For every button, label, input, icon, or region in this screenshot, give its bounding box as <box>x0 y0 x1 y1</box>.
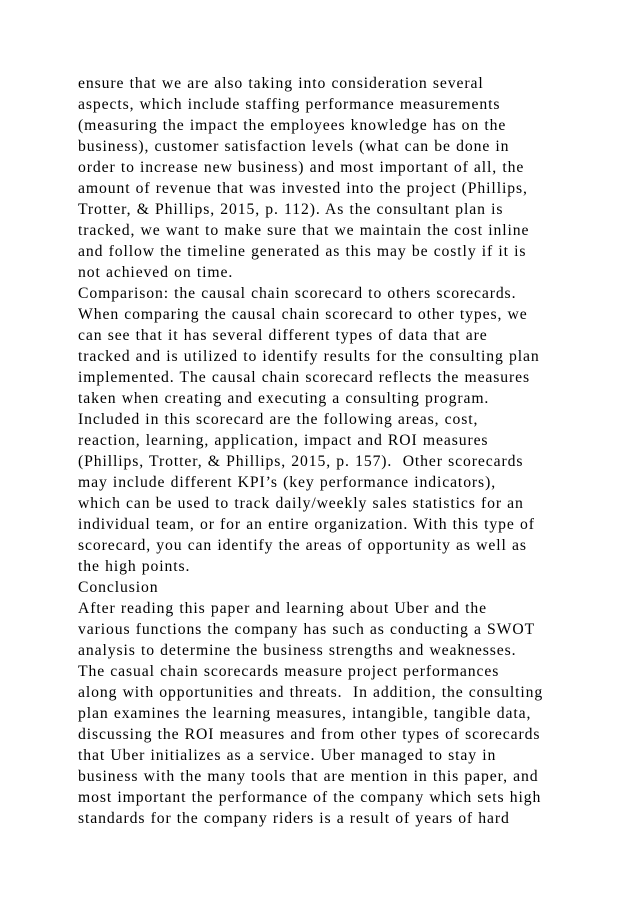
text-line: individual team, or for an entire organization. With this type of <box>78 516 535 533</box>
text-line: the high points. <box>78 558 191 575</box>
text-line: most important the performance of the company which sets high <box>78 789 542 806</box>
text-line: After reading this paper and learning about Uber and the <box>78 600 488 617</box>
text-line: reaction, learning, application, impact and ROI measures <box>78 432 489 449</box>
text-line: discussing the ROI measures and from other types of scorecards <box>78 726 541 743</box>
text-line: may include different KPI’s (key performance indicators), <box>78 474 497 491</box>
text-line: tracked and is utilized to identify results for the consulting plan <box>78 348 540 365</box>
text-line: that Uber initializes as a service. Uber managed to stay in <box>78 747 497 764</box>
text-line: can see that it has several different types of data that are <box>78 327 488 344</box>
text-line: amount of revenue that was invested into the project (Phillips, <box>78 180 528 197</box>
text-line: plan examines the learning measures, intangible, tangible data, <box>78 705 532 722</box>
text-line: standards for the company riders is a result of years of hard <box>78 810 510 827</box>
text-line: When comparing the causal chain scorecard to other types, we <box>78 306 528 323</box>
text-line: along with opportunities and threats. In addition, the consulting <box>78 684 544 701</box>
document-body <box>78 73 623 829</box>
text-line: order to increase new business) and most important of all, the <box>78 159 525 176</box>
text-line: Conclusion <box>78 579 159 596</box>
text-line: aspects, which include staffing performance measurements <box>78 96 501 113</box>
text-line: business), customer satisfaction levels (what can be done in <box>78 138 510 155</box>
text-line: implemented. The causal chain scorecard reflects the measures <box>78 369 531 386</box>
text-line: Trotter, & Phillips, 2015, p. 112). As the consultant plan is <box>78 201 504 218</box>
text-line: Comparison: the causal chain scorecard to others scorecards. <box>78 285 517 302</box>
text-line: ensure that we are also taking into consideration several <box>78 75 484 92</box>
text-line: which can be used to track daily/weekly sales statistics for an <box>78 495 524 512</box>
text-line: Included in this scorecard are the following areas, cost, <box>78 411 479 428</box>
text-line: The casual chain scorecards measure project performances <box>78 663 500 680</box>
text-line: scorecard, you can identify the areas of opportunity as well as <box>78 537 527 554</box>
text-line: not achieved on time. <box>78 264 234 281</box>
text-line: various functions the company has such as conducting a SWOT <box>78 621 536 638</box>
text-line: analysis to determine the business strengths and weaknesses. <box>78 642 517 659</box>
text-line: (Phillips, Trotter, & Phillips, 2015, p. 157). Other scorecards <box>78 453 524 470</box>
text-line: tracked, we want to make sure that we maintain the cost inline <box>78 222 530 239</box>
text-line: taken when creating and executing a consulting program. <box>78 390 490 407</box>
text-line: (measuring the impact the employees knowledge has on the <box>78 117 507 134</box>
text-line: and follow the timeline generated as this may be costly if it is <box>78 243 527 260</box>
text-line: business with the many tools that are mention in this paper, and <box>78 768 539 785</box>
